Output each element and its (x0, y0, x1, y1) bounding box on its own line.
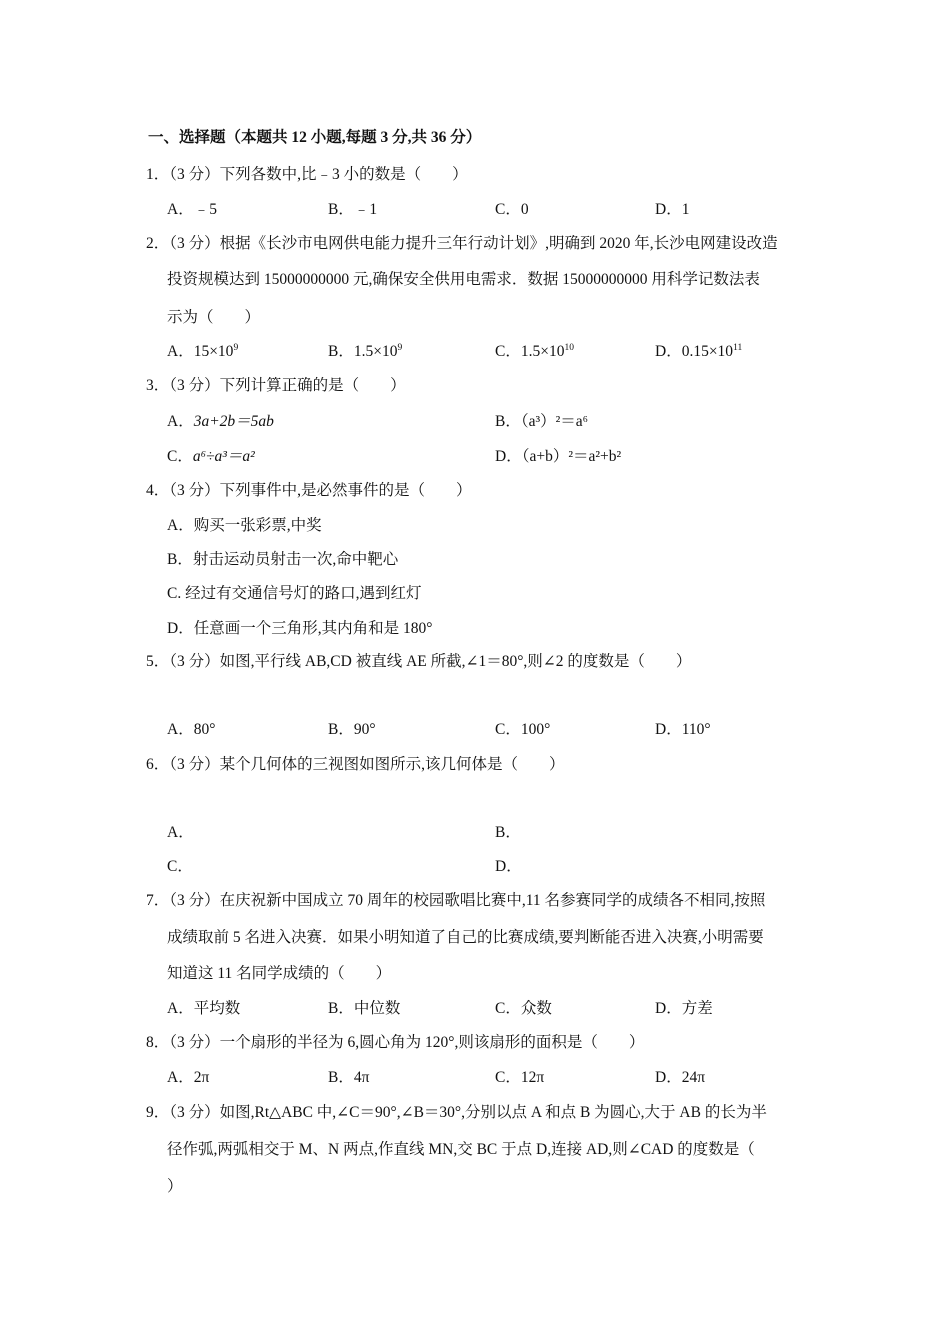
q2-option-b-base: B．1.5×10 (328, 343, 398, 360)
q7-option-c: C．众数 (495, 1000, 552, 1017)
q3-option-d (495, 447, 621, 467)
question-9-line-1: 9．（3 分）如图,Rt△ABC 中,∠C＝90°,∠B＝30°,分别以点 A 和点 B 为圆心,大于 AB 的长为半 (146, 1104, 767, 1121)
q3-option-b-expression: （a³）²＝a⁶ (520, 413, 589, 430)
question-9-line-2: 径作弧,两弧相交于 M、N 两点,作直线 MN,交 BC 于点 D,连接 AD,则∠CAD 的度数是（ (167, 1141, 755, 1158)
q4-option-a: A．购买一张彩票,中奖 (167, 517, 322, 534)
question-9-line-3: ） (167, 1178, 183, 1195)
q5-option-c: C．100° (495, 721, 551, 738)
q2-option-c-exponent: 10 (564, 343, 574, 353)
question-2-line-3: 示为（ ） (167, 309, 261, 326)
q5-option-a: A．80° (167, 721, 216, 738)
question-7-line-1: 7．（3 分）在庆祝新中国成立 70 周年的校园歌唱比赛中,11 名参赛同学的成绩各不相同,按照 (146, 892, 766, 909)
q2-option-d-exponent: 11 (733, 343, 743, 353)
q3-option-a-expression: 3a+2b＝5ab (193, 413, 274, 430)
q8-option-d: D．24π (655, 1069, 706, 1086)
question-5-stem: 5．（3 分）如图,平行线 AB,CD 被直线 AE 所截,∠1＝80°,则∠2 的度数是（ ） (146, 653, 692, 670)
q2-option-c-base: C．1.5×10 (495, 343, 565, 360)
q5-option-d: D．110° (655, 721, 711, 738)
q7-option-a: A．平均数 (167, 1000, 241, 1017)
q2-option-d-base: D．0.15×10 (655, 343, 734, 360)
q4-option-b: B．射击运动员射击一次,命中靶心 (167, 551, 399, 568)
q1-option-a: A．﹣5 (167, 201, 217, 218)
q7-option-b: B．中位数 (328, 1000, 401, 1017)
q2-option-b (328, 342, 402, 362)
question-4-stem: 4．（3 分）下列事件中,是必然事件的是（ ） (146, 482, 472, 499)
q2-option-a (167, 342, 238, 362)
q3-option-a-label: A． (167, 413, 194, 430)
question-2-line-1: 2．（3 分）根据《长沙市电网供电能力提升三年行动计划》,明确到 2020 年,长沙电网建设改造 (146, 235, 778, 252)
question-3-stem: 3．（3 分）下列计算正确的是（ ） (146, 377, 406, 394)
q4-option-d: D．任意画一个三角形,其内角和是 180° (167, 620, 433, 637)
q1-option-c: C．0 (495, 201, 529, 218)
question-8-stem: 8．（3 分）一个扇形的半径为 6,圆心角为 120°,则该扇形的面积是（ ） (146, 1034, 645, 1051)
question-1-stem: 1．（3 分）下列各数中,比﹣3 小的数是（ ） (146, 166, 468, 183)
q2-option-b-exponent: 9 (397, 343, 403, 353)
question-2-line-2: 投资规模达到 15000000000 元,确保安全供用电需求．数据 15000000000 用科学记数法表 (167, 271, 760, 288)
q8-option-c: C．12π (495, 1069, 545, 1086)
q6-option-b: B． (495, 824, 521, 841)
q2-option-d (655, 342, 742, 362)
q3-option-b-label: B． (495, 413, 521, 430)
q7-option-d: D．方差 (655, 1000, 713, 1017)
q3-option-b (495, 412, 588, 432)
q5-option-b: B．90° (328, 721, 376, 738)
q3-option-d-expression: （a+b）²＝a²+b² (521, 448, 622, 465)
q3-option-c (167, 447, 255, 467)
q2-option-a-exponent: 9 (233, 343, 239, 353)
q6-option-a: A． (167, 824, 194, 841)
q3-option-c-expression: a⁶÷a³＝a² (192, 448, 255, 465)
q3-option-d-label: D． (495, 448, 522, 465)
q3-option-a (167, 412, 274, 432)
q6-option-c: C． (167, 858, 193, 875)
q6-option-d: D． (495, 858, 522, 875)
q8-option-a: A．2π (167, 1069, 210, 1086)
section-title: 一、选择题（本题共 12 小题,每题 3 分,共 36 分） (148, 129, 482, 146)
q8-option-b: B．4π (328, 1069, 370, 1086)
question-7-line-3: 知道这 11 名同学成绩的（ ） (167, 965, 392, 982)
q1-option-d: D．1 (655, 201, 690, 218)
q2-option-a-base: A．15×10 (167, 343, 234, 360)
q4-option-c: C. 经过有交通信号灯的路口,遇到红灯 (167, 585, 422, 602)
q2-option-c (495, 342, 574, 362)
q3-option-c-label: C． (167, 448, 193, 465)
question-6-stem: 6．（3 分）某个几何体的三视图如图所示,该几何体是（ ） (146, 756, 565, 773)
question-7-line-2: 成绩取前 5 名进入决赛．如果小明知道了自己的比赛成绩,要判断能否进入决赛,小明需要 (167, 929, 764, 946)
q1-option-b: B．﹣1 (328, 201, 378, 218)
